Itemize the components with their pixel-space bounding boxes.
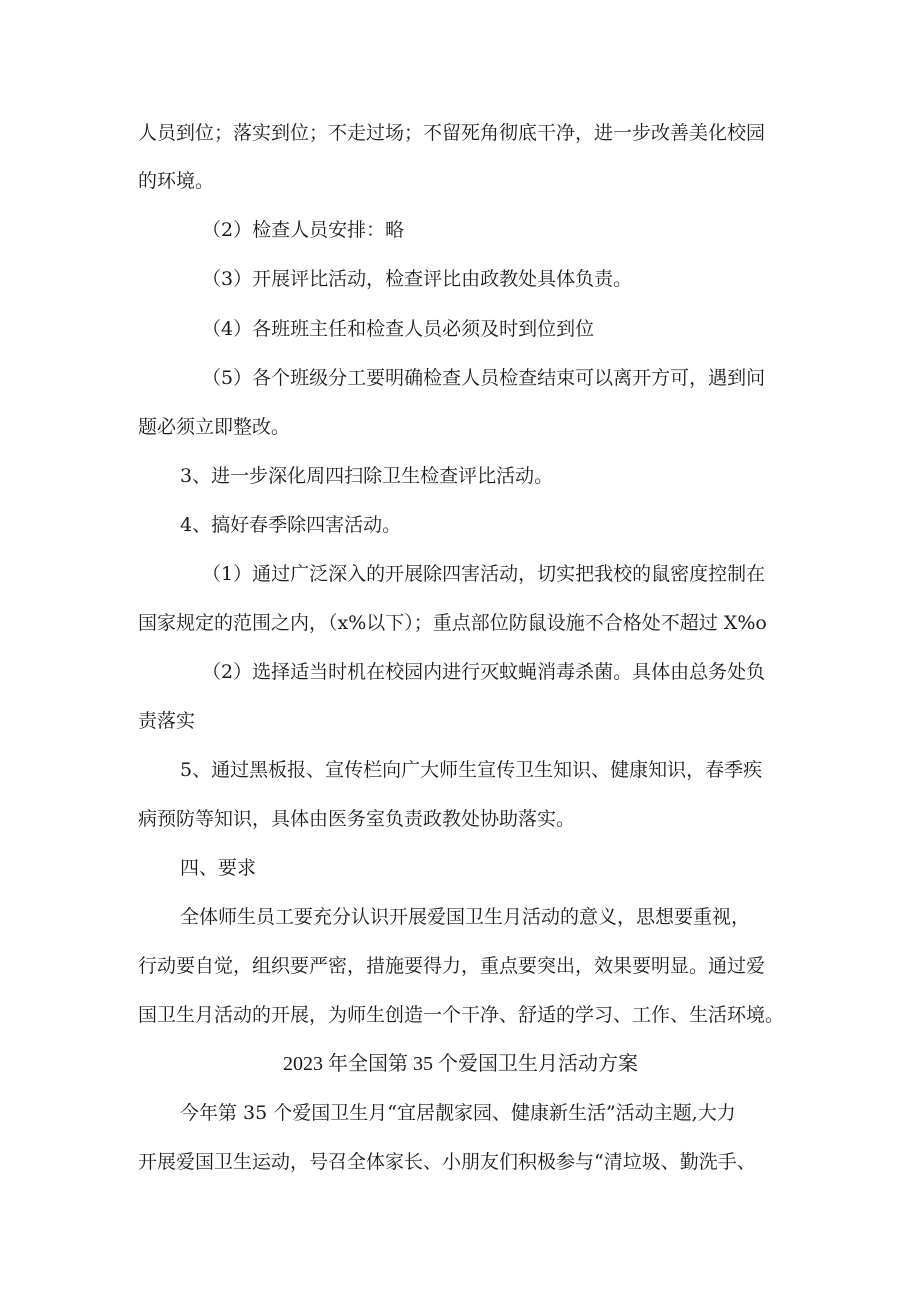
list-item: （2）检查人员安排：略 <box>202 219 405 241</box>
paragraph-line: 今年第 35 个爱国卫生月“宜居靓家园、健康新生活”活动主题,大力 <box>180 1102 736 1124</box>
numbered-item: 5、通过黑板报、宣传栏向广大师生宣传卫生知识、健康知识，春季疾 <box>180 759 763 781</box>
paragraph-line: 国卫生月活动的开展，为师生创造一个干净、舒适的学习、工作、生活环境。 <box>138 1004 785 1026</box>
text-line: 国家规定的范围之内，（x%以下）；重点部位防鼠设施不合格处不超过 X%o <box>138 612 767 634</box>
numbered-item: 3、进一步深化周四扫除卫生检查评比活动。 <box>180 465 554 487</box>
list-item: （3）开展评比活动，检查评比由政教处具体负责。 <box>202 268 633 290</box>
paragraph-line: 全体师生员工要充分认识开展爱国卫生月活动的意义，思想要重视， <box>180 906 751 928</box>
text-line: 责落实 <box>138 710 196 732</box>
paragraph-line: 行动要自觉，组织要严密，措施要得力，重点要突出，效果要明显。通过爱 <box>138 955 766 977</box>
section-heading: 四、要求 <box>180 857 257 879</box>
list-item: （5）各个班级分工要明确检查人员检查结束可以离开方可，遇到问 <box>202 367 766 389</box>
text-line: 的环境。 <box>138 170 215 192</box>
list-item: （1）通过广泛深入的开展除四害活动，切实把我校的鼠密度控制在 <box>202 563 766 585</box>
list-item: （2）选择适当时机在校园内进行灭蚊蝇消毒杀菌。具体由总务处负 <box>202 661 766 683</box>
numbered-item: 4、搞好春季除四害活动。 <box>180 514 402 536</box>
text-line: 病预防等知识，具体由医务室负责政教处协助落实。 <box>138 808 576 830</box>
text-line: 题必须立即整改。 <box>138 416 291 438</box>
list-item: （4）各班班主任和检查人员必须及时到位到位 <box>202 318 595 340</box>
paragraph-line: 开展爱国卫生运动，号召全体家长、小朋友们积极参与“清垃圾、勤洗手、 <box>138 1151 756 1173</box>
document-title: 2023 年全国第 35 个爱国卫生月活动方案 <box>283 1053 638 1075</box>
text-line: 人员到位；落实到位；不走过场；不留死角彻底干净，进一步改善美化校园 <box>138 122 766 144</box>
